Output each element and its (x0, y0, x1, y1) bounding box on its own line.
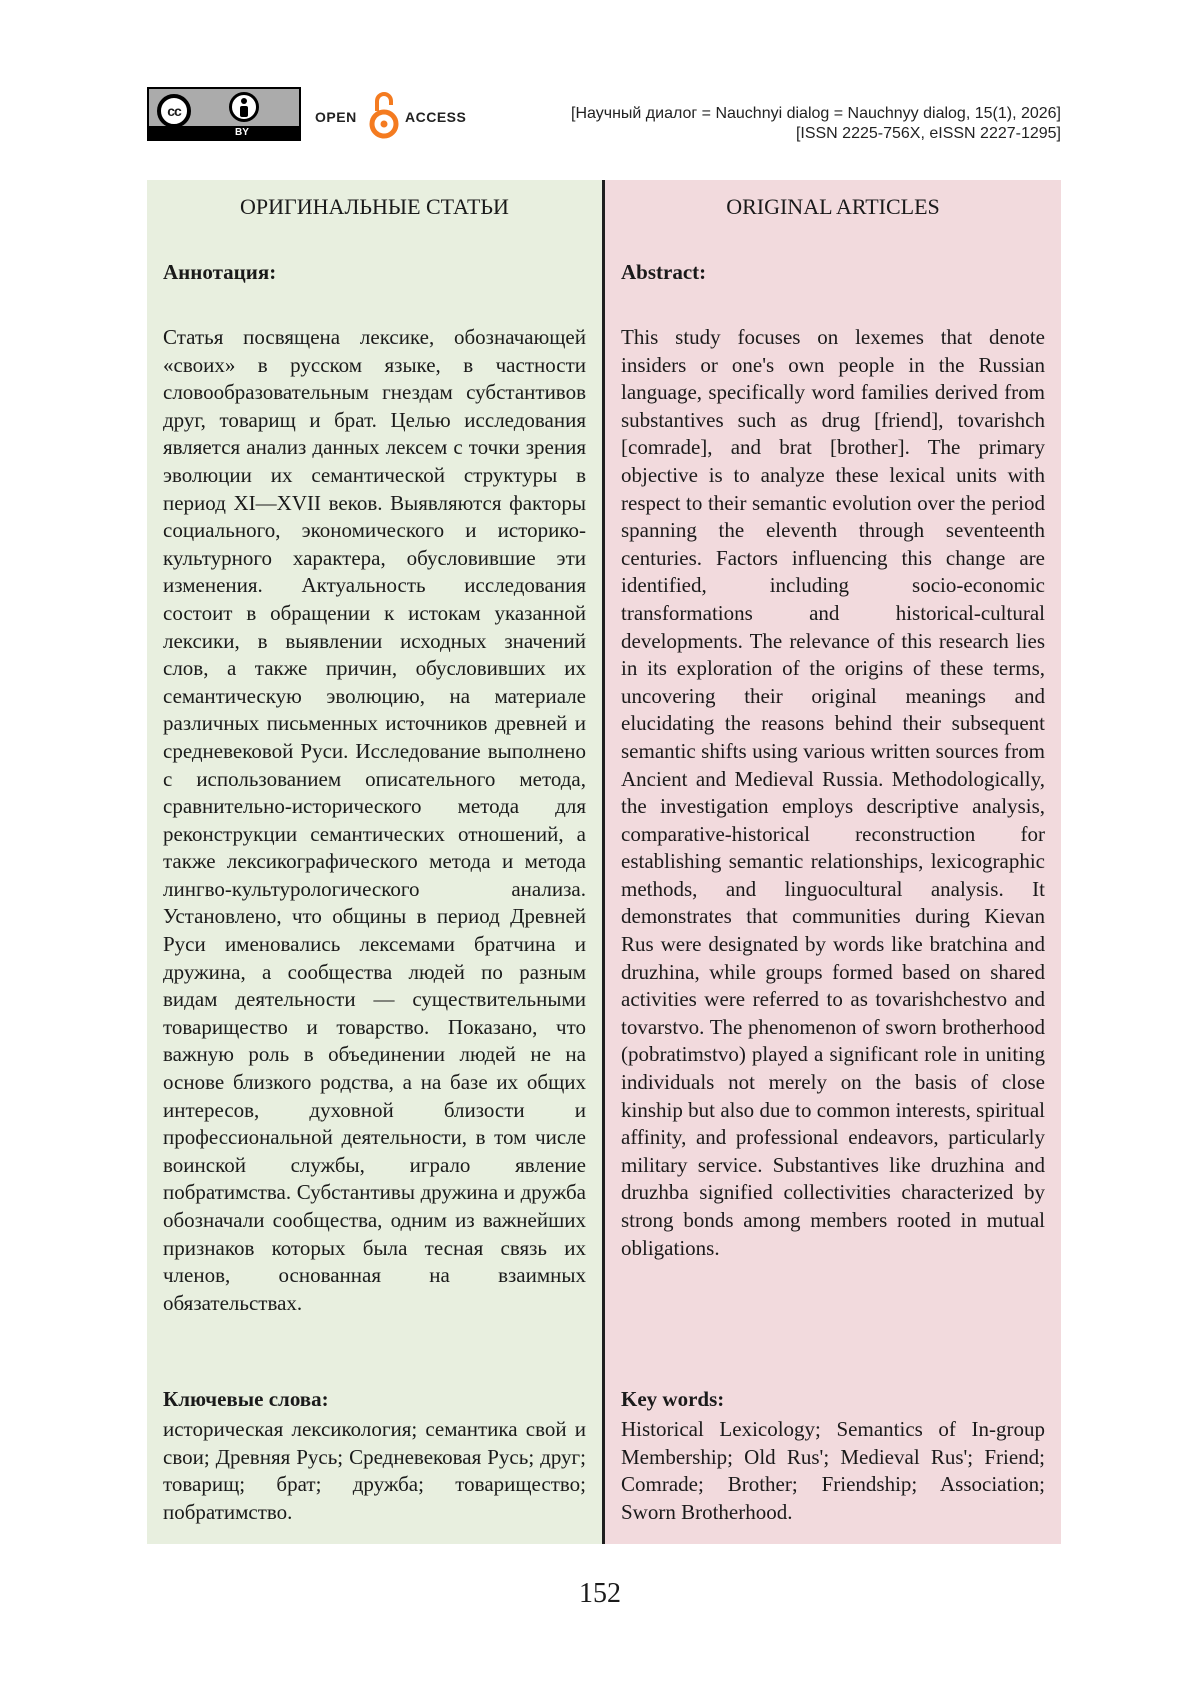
english-abstract-text: This study focuses on lexemes that denote insiders or one's own people in the Russian language, specifically word families derived from substantives such as drug [friend], tovarishch [comrade], and brat [brother]. The primary objective is to analyze these lexical units with respect to their semantic evolution over the period spanning the eleventh through seventeenth centuries. Factors influencing this change are identified, including socio-economic transformations and historical-cultural developments. The relevance of this research lies in its exploration of the origins of these terms, uncovering their original meanings and elucidating the reasons behind their subsequent semantic shifts using various written sources from Ancient and Medieval Russia. Methodologically, the investigation employs descriptive analysis, comparative-historical reconstruction for establishing semantic relationships, lexicographic methods, and linguocultural analysis. It demonstrates that communities during Kievan Rus were designated by words like bratchina and druzhina, while groups formed based on shared activities were referred to as tovarishchestvo and tovarstvo. The phenomenon of sworn brotherhood (pobratimstvo) played a significant role in uniting individuals not merely on the basis of close kinship but also due to common interests, spiritual affinity, and professional endeavors, particularly military service. Substantives like druzhina and druzhba signified collectivities characterized by strong bonds among members rooted in mutual obligations. (621, 325, 1045, 1260)
english-section-title: ORIGINAL ARTICLES (726, 194, 940, 219)
journal-reference (571, 104, 1061, 144)
page-header (147, 84, 1061, 144)
russian-keywords-text: историческая лексикология; семантика свой и свои; Древняя Русь; Средневековая Русь; друг; товарищ; брат; дружба; товарищество; побратимство. (163, 1417, 586, 1524)
open-access-access-label: ACCESS (405, 109, 467, 125)
russian-keywords-heading: Ключевые слова: (163, 1387, 329, 1411)
by-label: BY (235, 127, 249, 138)
attribution-icon (229, 92, 259, 122)
open-access-logo[interactable] (315, 87, 465, 141)
page-number: 152 (579, 1578, 621, 1609)
by-label-bar (149, 126, 299, 139)
english-abstract-heading: Abstract: (621, 260, 707, 284)
russian-section-title: ОРИГИНАЛЬНЫЕ СТАТЬИ (240, 194, 509, 219)
english-column (605, 180, 1061, 1544)
open-access-open-label: OPEN (315, 109, 357, 125)
russian-abstract-heading: Аннотация: (163, 260, 277, 284)
creative-commons-icon: cc (157, 94, 191, 128)
russian-column (147, 180, 602, 1544)
journal-issn: [ISSN 2225-756X, eISSN 2227-1295] (795, 125, 1061, 142)
english-keywords-text: Historical Lexicology; Semantics of In-group Membership; Old Rus'; Medieval Rus'; Friend; Comrade; Brother; Friendship; Association; Sworn Brotherhood. (621, 1417, 1045, 1524)
english-keywords-heading: Key words: (621, 1387, 725, 1411)
bilingual-columns (147, 180, 1061, 1544)
russian-abstract-text: Статья посвящена лексике, обозначающей «своих» в русском языке, в частности словообразовательным гнездам субстантивов друг, товарищ и брат. Целью исследования является анализ данных лексем с точки зрения эволюции их семантической структуры в период XI—XVII веков. Выявляются факторы социального, экономического и историко-культурного характера, обусловившие эти изменения. Актуальность исследования состоит в обращении к истокам указанной лексики, в выявлении исходных значений слов, а также причин, обусловивших их семантическую эволюцию, на материале различных письменных источников древней и средневековой Руси. Исследование выполнено с использованием описательного метода, сравнительно-исторического метода для реконструкции семантических отношений, а также лексикографического метода и метода лингво-культурологического анализа. Установлено, что общины в период Древней Руси именовались лексемами братчина и дружина, а сообщества людей по разным видам деятельности — существительными товарищество и товарство. Показано, что важную роль в объединении людей не на основе близкого родства, а на базе их общих интересов, духовной близости и профессиональной деятельности, в том числе воинской службы, играло явление побратимства. Субстантивы дружина и дружба обозначали сообщества, одним из важнейших признаков которых была тесная связь их членов, основанная на взаимных обязательствах. (163, 325, 586, 1315)
journal-citation: [Научный диалог = Nauchnyi dialog = Nauchnyy dialog, 15(1), 2026] (571, 105, 1061, 122)
open-access-lock-icon (369, 87, 399, 141)
cc-by-license-badge[interactable] (147, 87, 301, 141)
